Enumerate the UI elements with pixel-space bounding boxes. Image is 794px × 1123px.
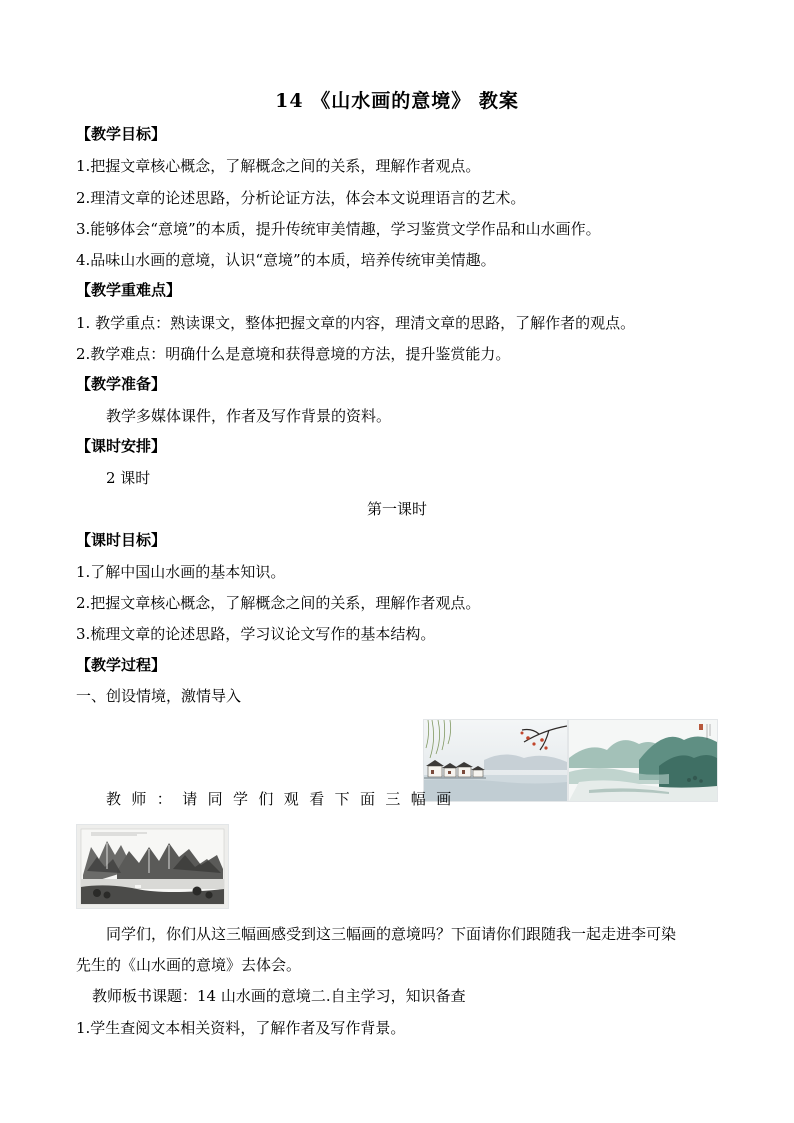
goal-item: 1.把握文章核心概念，了解概念之间的关系，理解作者观点。 <box>76 157 481 175</box>
heading-schedule: 【课时安排】 <box>76 437 167 455</box>
lesson-goal-item: 1.了解中国山水画的基本知识。 <box>76 563 286 581</box>
goal-item: 4.品味山水画的意境，认识“意境”的本质，培养传统审美情趣。 <box>76 251 496 269</box>
schedule-text: 2 课时 <box>106 469 151 487</box>
painting-ink-landscape <box>76 824 229 909</box>
lesson-goal-item: 2.把握文章核心概念，了解概念之间的关系，理解作者观点。 <box>76 594 481 612</box>
board-title-text: 教师板书课题：14 山水画的意境二.自主学习，知识备查 <box>92 987 466 1005</box>
lesson-goal-item: 3.梳理文章的论述思路，学习议论文写作的基本结构。 <box>76 625 436 643</box>
heading-key-points: 【教学重难点】 <box>76 281 182 299</box>
lesson-one-heading: 第一课时 <box>366 500 427 518</box>
goal-item: 2.理清文章的论述思路，分析论证方法，体会本文说理语言的艺术。 <box>76 189 526 207</box>
heading-process: 【教学过程】 <box>76 656 167 674</box>
document-title: 14 《山水画的意境》 教案 <box>275 90 519 112</box>
keypoint-item: 2.教学难点：明确什么是意境和获得意境的方法，提升鉴赏能力。 <box>76 345 511 363</box>
heading-preparation: 【教学准备】 <box>76 375 167 393</box>
paragraph-line: 先生的《山水画的意境》去体会。 <box>76 956 302 974</box>
painting-ink-landscape-art <box>77 825 228 908</box>
teacher-prompt: 教师：请同学们观看下面三幅画 <box>106 790 462 808</box>
keypoint-item: 1. 教学重点：熟读课文，整体把握文章的内容，理清文章的思路，了解作者的观点。 <box>76 314 636 332</box>
step-one-heading: 一、创设情境，激情导入 <box>76 687 242 705</box>
heading-lesson-goals: 【课时目标】 <box>76 531 167 549</box>
self-study-item: 1.学生查阅文本相关资料，了解作者及写作背景。 <box>76 1019 406 1037</box>
preparation-text: 教学多媒体课件，作者及写作背景的资料。 <box>106 407 392 425</box>
paragraph-line: 同学们，你们从这三幅画感受到这三幅画的意境吗？下面请你们跟随我一起走进李可染 <box>106 925 677 943</box>
goal-item: 3.能够体会“意境”的本质，提升传统审美情趣，学习鉴赏文学作品和山水画作。 <box>76 220 601 238</box>
painting-green-mountains <box>568 719 718 802</box>
heading-teaching-goals: 【教学目标】 <box>76 125 167 143</box>
painting-green-mountains-art <box>569 720 717 801</box>
